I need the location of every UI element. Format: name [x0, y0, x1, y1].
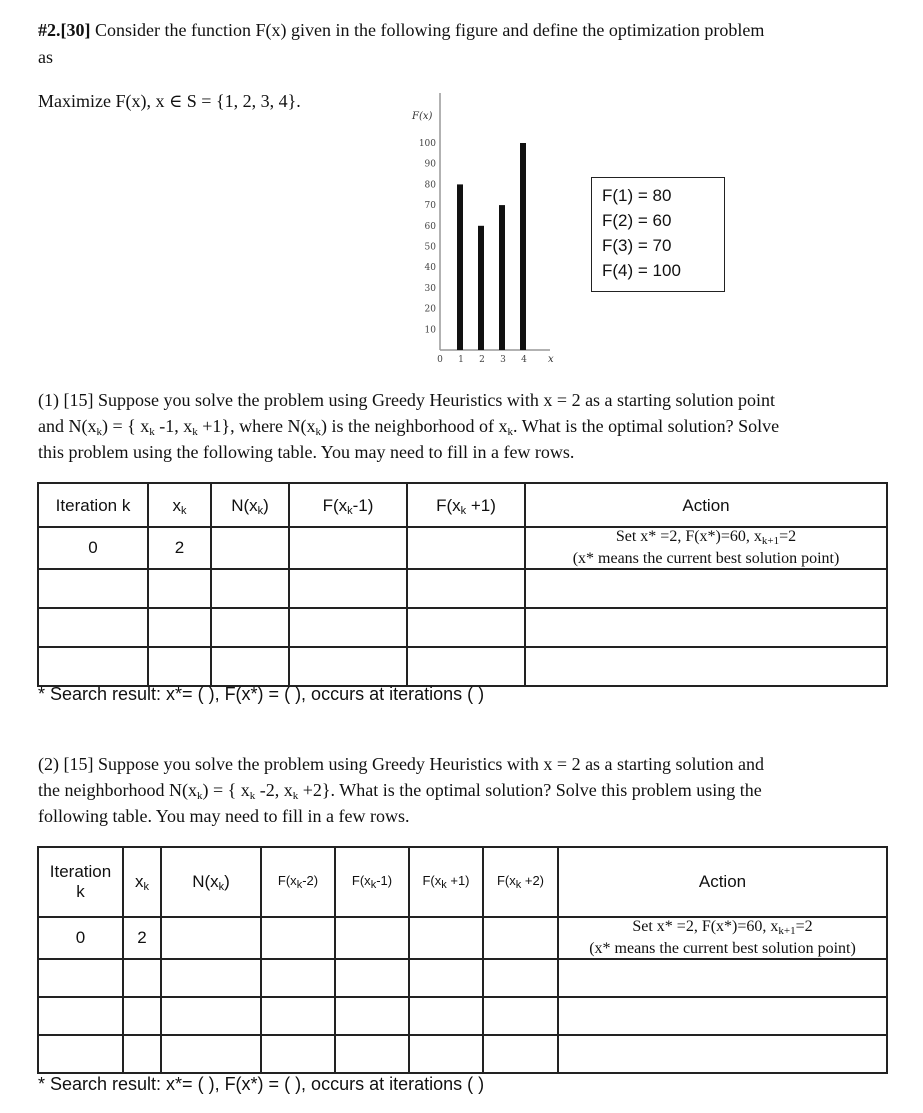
header-xk: $x_k$: [123, 847, 161, 917]
table-row[interactable]: [38, 569, 887, 608]
part2-line1: (2) [15] Suppose you solve the problem using Greedy Heuristics with x = 2 as a starting solution and: [38, 754, 765, 774]
y-tick-label: 10: [424, 325, 436, 336]
action-note: (x* means the current best solution point): [572, 550, 840, 567]
y-axis-label: F(x): [412, 111, 433, 122]
bar-x2: [478, 226, 484, 350]
part2-search-result: * Search result: x*= ( ), F(x*) = ( ), occurs at iterations ( ): [38, 1074, 485, 1094]
greedy-table-1: [37, 482, 888, 687]
problem-heading: [38, 17, 764, 43]
header-f-xk-minus1: $F(x_k-1)$: [335, 847, 409, 917]
cell-action: Set x* =2, F(x*)=60, $x_{k+1}=2$ (x* means the current best solution point): [525, 527, 887, 569]
cell-f-xk-plus1[interactable]: [407, 527, 525, 569]
bar-chart: [400, 88, 580, 370]
header-iteration: Iteration k: [38, 483, 148, 527]
table-row[interactable]: [38, 997, 887, 1035]
value-f2: F(2) = 60: [602, 211, 672, 230]
y-tick-label: 90: [424, 159, 436, 170]
action-note: (x* means the current best solution point): [589, 940, 856, 957]
part1-line1: (1) [15] Suppose you solve the problem using Greedy Heuristics with x = 2 as a starting solution point: [38, 390, 776, 410]
header-xk: $x_k$: [148, 483, 211, 527]
header-nxk: $N(x_k)$: [161, 847, 261, 917]
part2-line3: following table. You may need to fill in a few rows.: [38, 806, 410, 826]
header-f-xk-minus1: $F(x_k-1)$: [289, 483, 407, 527]
table-row[interactable]: [38, 959, 887, 997]
x-axis-label: x: [548, 354, 554, 365]
bar-x3: [499, 205, 505, 350]
part2-line2: the neighborhood $N(x_k)$ = { $x_k$ -2, $x_k +2$}. What is the optimal solution? Solve this problem using the: [38, 780, 762, 802]
cell-nxk[interactable]: [211, 527, 289, 569]
greedy-table-2: [37, 846, 888, 1074]
table-row[interactable]: [38, 1035, 887, 1073]
bar-x4: [520, 143, 526, 350]
part1-search-result: * Search result: x*= ( ), F(x*) = ( ), occurs at iterations ( ): [38, 684, 485, 704]
part1-line3: this problem using the following table. You may need to fill in a few rows.: [38, 442, 575, 462]
y-tick-label: 70: [424, 201, 436, 212]
part1-line2: and $N(x_k)$ = { $x_k$ -1, $x_k +1$}, where $N(x_k)$ is the neighborhood of $x_k$. What is the optimal solution? Solve: [38, 416, 780, 438]
y-tick-label: 50: [424, 242, 436, 253]
y-tick-label: 20: [424, 304, 436, 315]
x-tick-label: 4: [521, 355, 527, 365]
y-tick-label: 100: [418, 139, 436, 149]
y-tick-label: 30: [424, 283, 436, 294]
cell-xk: 2: [123, 917, 161, 959]
header-f-xk-plus2: $F(x_k +2)$: [483, 847, 558, 917]
objective-statement: Maximize F(x), x ∈ S = {1, 2, 3, 4}.: [38, 91, 301, 111]
x-tick-label: 2: [479, 355, 485, 365]
header-action: Action: [525, 483, 887, 527]
table2-header-row: [38, 847, 887, 917]
cell-f-xk-minus1[interactable]: [335, 917, 409, 959]
table-row: [38, 917, 887, 959]
value-f1: F(1) = 80: [602, 186, 672, 205]
cell-action: Set x* =2, F(x*)=60, $x_{k+1}=2$ (x* means the current best solution point): [558, 917, 887, 959]
function-values-box: [591, 177, 725, 292]
header-f-xk-minus2: $F(x_k-2)$: [261, 847, 335, 917]
header-f-xk-plus1: $F(x_k +1)$: [407, 483, 525, 527]
cell-nxk[interactable]: [161, 917, 261, 959]
cell-iteration: 0: [38, 917, 123, 959]
problem-heading-text: Consider the function F(x) given in the following figure and define the optimization problem: [90, 20, 765, 40]
cell-f-xk-plus1[interactable]: [409, 917, 483, 959]
table-row[interactable]: [38, 608, 887, 647]
x-tick-label: 1: [458, 355, 464, 365]
problem-heading-cont: as: [38, 47, 53, 67]
value-f4: F(4) = 100: [602, 261, 681, 280]
cell-f-xk-minus2[interactable]: [261, 917, 335, 959]
y-tick-label: 80: [424, 180, 436, 191]
cell-iteration: 0: [38, 527, 148, 569]
value-f3: F(3) = 70: [602, 236, 672, 255]
table1-header-row: [38, 483, 887, 527]
x-tick-label: 0: [437, 355, 443, 365]
cell-f-xk-minus1[interactable]: [289, 527, 407, 569]
header-nxk: $N(x_k)$: [211, 483, 289, 527]
table-row: [38, 527, 887, 569]
x-tick-label: 3: [500, 355, 506, 365]
header-action: Action: [558, 847, 887, 917]
table-row[interactable]: [38, 647, 887, 686]
cell-xk: 2: [148, 527, 211, 569]
header-iteration: Iteration k: [38, 847, 123, 917]
bar-x1: [457, 184, 463, 350]
cell-f-xk-plus2[interactable]: [483, 917, 558, 959]
header-f-xk-plus1: $F(x_k +1)$: [409, 847, 483, 917]
problem-number: #2.[30]: [38, 20, 91, 40]
y-tick-label: 40: [424, 263, 436, 274]
y-tick-label: 60: [424, 221, 436, 232]
